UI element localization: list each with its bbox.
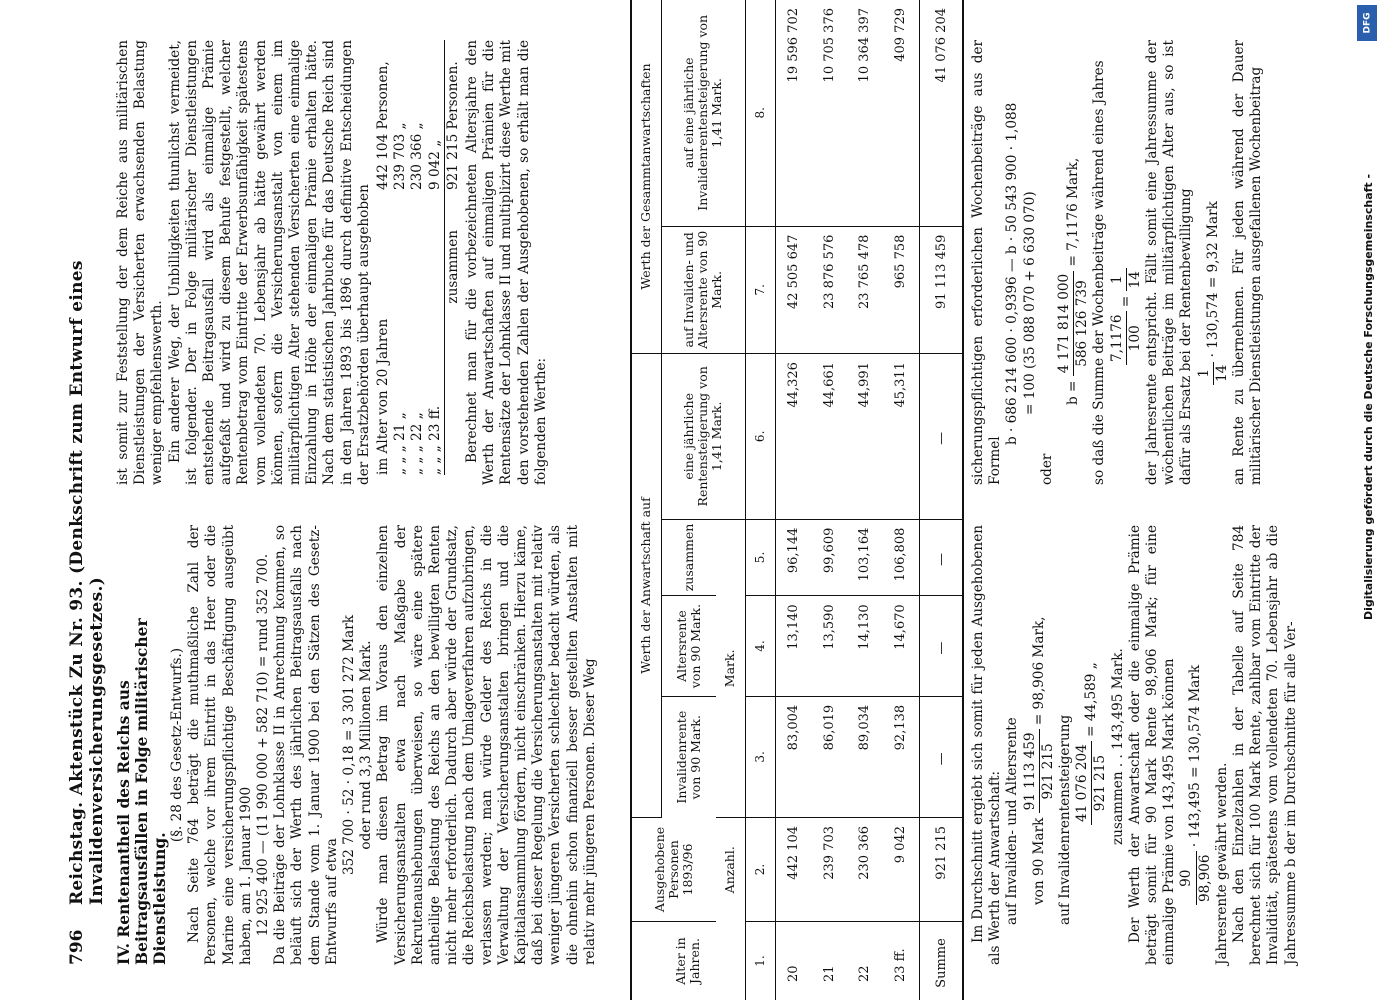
formula: von 90 Mark 91 113 459 921 215 = 98,906 Mark, bbox=[1021, 616, 1056, 905]
col-header-altersrente: Altersrente von 90 Mark. bbox=[661, 596, 715, 697]
col-header-mark: Mark. bbox=[716, 519, 745, 817]
text-line: oder bbox=[1038, 453, 1055, 485]
column-number: 2. bbox=[745, 818, 775, 922]
col-header-anzahl: Anzahl. bbox=[722, 846, 738, 894]
table-row: 23 ff. 9 042 92,138 14,670 106,808 45,311 965 758 409 729 bbox=[883, 0, 920, 1000]
column-number: 5. bbox=[745, 519, 775, 596]
table-sum-row: Summe 921 215 — — — — 91 113 459 41 076 204 bbox=[920, 0, 963, 1000]
col-header-zusammen: zusammen bbox=[661, 519, 715, 596]
fraction: 41 076 204 921 215 bbox=[1074, 741, 1109, 825]
column-number: 6. bbox=[745, 354, 775, 520]
text-line: auf Invaliden- und Altersrente bbox=[1004, 717, 1021, 925]
document-page bbox=[55, 0, 1299, 1000]
fraction: 4 171 814 000 586 126 739 bbox=[1056, 271, 1091, 376]
table-row: 21 239 703 86,019 13,590 99,609 44,661 23 876 576 10 705 376 bbox=[812, 0, 848, 1000]
col-header-ges-invaliden: auf Invaliden- und Altersrente von 90 Mark. bbox=[661, 226, 745, 353]
fraction: 1 14 bbox=[1196, 362, 1231, 385]
paragraph: an Rente zu übernehmen. Für jeden während der Dauer militärischer Dienstleistungen ausgefallenen Wochenbeitrag bbox=[1231, 40, 1265, 485]
column-number: 8. bbox=[745, 0, 775, 226]
formula: 7,1176 100 = 1 14 bbox=[1109, 40, 1144, 485]
col-header-steigerung: eine jährliche Rentensteigerung von 1,41 Mark. bbox=[661, 354, 745, 520]
table-row: 22 230 366 89,034 14,130 103,164 44,991 23 765 478 10 364 397 bbox=[847, 0, 883, 1000]
group-header-gesammt: Werth der Gesammtanwartschaften bbox=[632, 0, 661, 354]
formula: 90 98,906 · 143,495 = 130,574 Mark bbox=[1178, 525, 1213, 965]
paragraph: sicherungspflichtigen erforderlichen Wochenbeiträge aus der Formel bbox=[970, 40, 1004, 485]
paragraph: Jahresrente gewährt werden. bbox=[1213, 762, 1230, 965]
text-line: auf Invalidenrentensteigerung bbox=[1057, 714, 1074, 925]
fraction: 7,1176 100 bbox=[1109, 311, 1144, 365]
paragraph: Würde man diesen Betrag im Voraus den einzelnen Versicherungsanstalten etwa nach Maßgabe der Rekrutenaushebungen überweisen, so wäre eine spätere antheilige Belastung des Reichs an den bewilligten Renten nicht mehr erforderlich. Dadurch aber würde der Grundsatz, die Reichsbelastung nach dem Umlageverfahren aufzubringen, verlassen werden; man würde Gelder des Reichs in die Verwaltung der Versicherungsanstalten bringen und die Kapitalansammlung fördern, nicht einschränken. Hierzu käme, daß bei dieser Regelung die Versicherungsanstalten mit relativ weniger jüngeren Versicherten schlechter bedacht würden, als die ohnehin schon finanziell besser gestellten Anstalten mit relativ mehr jüngeren Personen. Dieser Weg bbox=[375, 525, 598, 965]
right-column bbox=[115, 40, 550, 485]
paragraph: Der Werth der Anwartschaft oder die einmalige Prämie beträgt somit für 90 Mark Rente 98,906 Mark; für eine einmalige Prämie von 143,495 Mark können bbox=[1126, 525, 1178, 965]
page-number: 796 bbox=[67, 929, 87, 965]
age-row: „ „ „ 21 „ 239 703 „ bbox=[392, 122, 409, 475]
age-row: im Alter von 20 Jahren 442 104 Personen, bbox=[375, 61, 392, 475]
left-column bbox=[115, 525, 599, 965]
dfg-logo: DFG bbox=[1357, 5, 1377, 41]
paragraph: Im Durchschnitt ergiebt sich somit für jeden Ausgehobenen als Werth der Anwartschaft: bbox=[970, 525, 1004, 965]
dfg-stamp bbox=[1352, 0, 1382, 1000]
table-row: 20 442 104 83,004 13,140 96,144 44,326 42 505 647 19 596 702 bbox=[775, 0, 811, 1000]
paragraph: ist somit zur Feststellung der dem Reiche aus militärischen Dienstleistungen der Versicherten erwachsenden Belastung weniger empfehlenswerth. bbox=[115, 40, 166, 485]
equation: 352 700 · 52 · 0,18 = 3 301 272 Mark bbox=[341, 615, 358, 876]
values-table bbox=[630, 0, 964, 1000]
column-number: 3. bbox=[745, 696, 775, 817]
equation: = 100 (35 088 070 + 6 630 070) bbox=[1021, 191, 1038, 415]
text-line: zusammen . . 143,495 Mark. bbox=[1109, 648, 1126, 845]
equation: b · 686 214 600 · 0,9396 — b · 50 543 900 · 1,088 bbox=[1004, 102, 1021, 445]
bottom-right-column bbox=[970, 40, 1265, 485]
equation: oder rund 3,3 Millionen Mark. bbox=[358, 640, 375, 850]
paragraph: Ein anderer Weg, der Unbilligkeiten thunlichst vermeidet, ist folgender. Der in Folge militärischer Dienstleistungen entstehende Beitragsausfall wird als einmalige Prämie aufgefaßt und wird zu diesem Behufe festgestellt, welcher Rentenbetrag vom Eintritte der Erwerbsunfähigkeit spätestens vom vollendeten 70. Lebensjahr ab hätte gewährt werden können, sofern die Versicherungsanstalt von einem im militärpflichtigen Alter stehenden Versicherten eine einmalige Einzahlung in Höhe der einmaligen Prämie erhalten hätte. Nach dem statistischen Jahrbuche für das Deutsche Reich sind in den Jahren 1893 bis 1896 durch definitive Entscheidungen der Ersatzbehörden überhaupt ausgehoben bbox=[166, 40, 372, 485]
digitization-credit: Digitalisierung gefördert durch die Deutsche Forschungsgemeinschaft - bbox=[1362, 173, 1375, 620]
paragraph: so daß die Summe der Wochenbeiträge während eines Jahres bbox=[1091, 60, 1108, 485]
col-header-alter: Alter in Jahren. bbox=[673, 937, 703, 985]
age-row: „ „ „ 22 „ 230 366 „ bbox=[409, 122, 426, 475]
formula: 1 14 · 130,574 = 9,32 Mark bbox=[1196, 40, 1231, 485]
bottom-left-column bbox=[970, 525, 1300, 965]
col-header-ausgehobene: Ausgehobene Personen 1893/96 bbox=[632, 818, 716, 922]
age-row: „ „ „ 23 ff. 9 042 „ bbox=[427, 40, 445, 475]
column-number-row bbox=[745, 0, 775, 1000]
paragraph: Da die Beiträge der Lohnklasse II in Anrechnung kommen, so beläuft sich der Werth des jährlichen Beitragsausfalls nach dem Stande vom 1. Januar 1900 bei den Sätzen des Gesetz-Entwurfs auf etwa bbox=[272, 525, 340, 965]
column-number: 4. bbox=[745, 596, 775, 697]
section-ref: (§. 28 des Gesetz-Entwurfs.) bbox=[169, 647, 185, 843]
running-title: Reichstag. Aktenstück Zu Nr. 93. (Denkschrift zum Entwurf eines Invalidenversicherungsgesetzes.) bbox=[67, 260, 107, 905]
fraction: 90 98,906 bbox=[1178, 851, 1213, 905]
age-total: zusammen 921 215 Personen. bbox=[444, 61, 461, 304]
paragraph: Nach Seite 764 beträgt die muthmaßliche Zahl der Personen, welche vor ihrem Eintritt in das Heer oder die Marine eine versicherungspflichtige Beschäftigung ausgeübt haben, am 1. Januar 1900 bbox=[186, 525, 254, 965]
column-number: 7. bbox=[745, 226, 775, 353]
group-header-werth-anwartschaft: Werth der Anwartschaft auf bbox=[632, 354, 661, 818]
fraction: 1 14 bbox=[1109, 268, 1144, 291]
age-list bbox=[375, 40, 462, 475]
formula: 41 076 204 921 215 = 44,589 „ bbox=[1074, 525, 1109, 965]
section-title: IV. Rentenantheil des Reichs aus Beitragsausfällen in Folge militärischer Dienstleistung. bbox=[114, 618, 169, 965]
formula: b = 4 171 814 000 586 126 739 = 7,1176 Mark, bbox=[1056, 157, 1091, 405]
col-header-invalidenrente: Invalidenrente von 90 Mark. bbox=[673, 710, 703, 804]
paragraph: der Jahresrente entspricht. Fällt somit eine Jahressumme der wöchentlichen Beiträge im militärpflichtigen Alter aus, so ist dafür als Ersatz bei der Rentenbewilligung bbox=[1144, 40, 1195, 485]
column-number: 1. bbox=[745, 922, 775, 1000]
fraction: 91 113 459 921 215 bbox=[1022, 730, 1057, 814]
page-header bbox=[55, 65, 105, 965]
paragraph: Nach den Einzelzahlen in der Tabelle auf Seite 784 berechnet sich für 100 Mark Rente, zahlbar vom Eintritte der Invalidität, spätestens vom vollendeten 70. Lebensjahr ab die Jahressumme b der im Durchschnitte für alle Ver- bbox=[1231, 525, 1299, 965]
col-header-ges-steigerung: auf eine jährliche Invalidenrentensteigerung von 1,41 Mark. bbox=[661, 0, 745, 226]
equation: 12 925 400 — (11 990 000 + 582 710) = rund 352 700. bbox=[255, 553, 272, 937]
paragraph: Berechnet man für die vorbezeichneten Altersjahre den Werth der Anwartschaften auf einmaligen Prämien für die Rentensätze der Lohnklasse II und multiplizirt diese Werthe mit den vorstehenden Zahlen der Ausgehobenen, so erhält man die folgenden Werthe: bbox=[464, 40, 549, 485]
